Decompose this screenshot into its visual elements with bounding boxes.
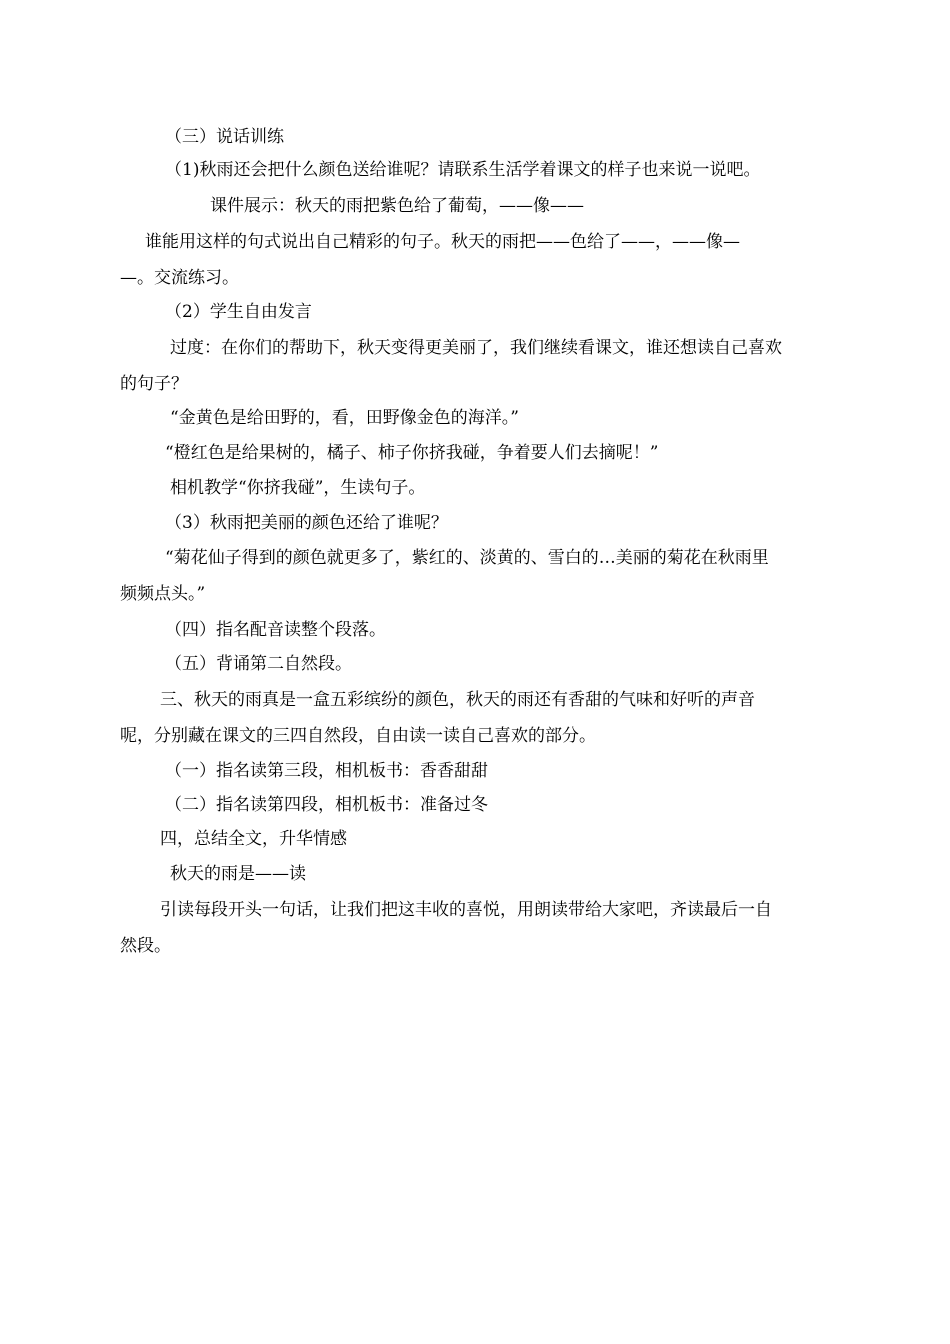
paragraph-line: 秋天的雨是——读 xyxy=(170,864,306,884)
paragraph-line: （五）背诵第二自然段。 xyxy=(165,654,352,674)
paragraph-line: 谁能用这样的句式说出自己精彩的句子。秋天的雨把——色给了——，——像— xyxy=(145,232,740,252)
paragraph-line: —。交流练习。 xyxy=(120,268,239,288)
section-heading-three: 三、秋天的雨真是一盒五彩缤纷的颜色，秋天的雨还有香甜的气味和好听的声音 xyxy=(160,690,755,710)
quote-line: 频频点头。” xyxy=(120,584,206,604)
quote-line: “菊花仙子得到的颜色就更多了，紫红的、淡黄的、雪白的…美丽的菊花在秋雨里 xyxy=(165,548,769,568)
paragraph-line: 引读每段开头一句话，让我们把这丰收的喜悦，用朗读带给大家吧，齐读最后一自 xyxy=(160,900,772,920)
section-heading-speaking-practice: （三）说话训练 xyxy=(165,127,284,147)
section-heading-four: 四，总结全文，升华情感 xyxy=(160,829,347,849)
paragraph-line: 的句子？ xyxy=(120,374,188,394)
paragraph-line: （二）指名读第四段，相机板书：准备过冬 xyxy=(165,795,488,815)
paragraph-line: （3）秋雨把美丽的颜色还给了谁呢？ xyxy=(165,513,448,533)
paragraph-line: （一）指名读第三段，相机板书：香香甜甜 xyxy=(165,761,488,781)
paragraph-line: （四）指名配音读整个段落。 xyxy=(165,620,386,640)
paragraph-line: 过度：在你们的帮助下，秋天变得更美丽了，我们继续看课文，谁还想读自己喜欢 xyxy=(170,338,782,358)
paragraph-line: 课件展示：秋天的雨把紫色给了葡萄，——像—— xyxy=(210,196,584,216)
quote-line: “橙红色是给果树的，橘子、柿子你挤我碰，争着要人们去摘呢！” xyxy=(165,443,659,463)
paragraph-line: 呢，分别藏在课文的三四自然段，自由读一读自己喜欢的部分。 xyxy=(120,726,596,746)
paragraph-line: 相机教学“你挤我碰”，生读句子。 xyxy=(170,478,426,498)
paragraph-line: （2）学生自由发言 xyxy=(165,302,312,322)
paragraph-line: 然段。 xyxy=(120,936,171,956)
quote-line: “金黄色是给田野的，看，田野像金色的海洋。” xyxy=(170,408,519,428)
paragraph-line: （1)秋雨还会把什么颜色送给谁呢？请联系生活学着课文的样子也来说一说吧。 xyxy=(165,160,761,180)
